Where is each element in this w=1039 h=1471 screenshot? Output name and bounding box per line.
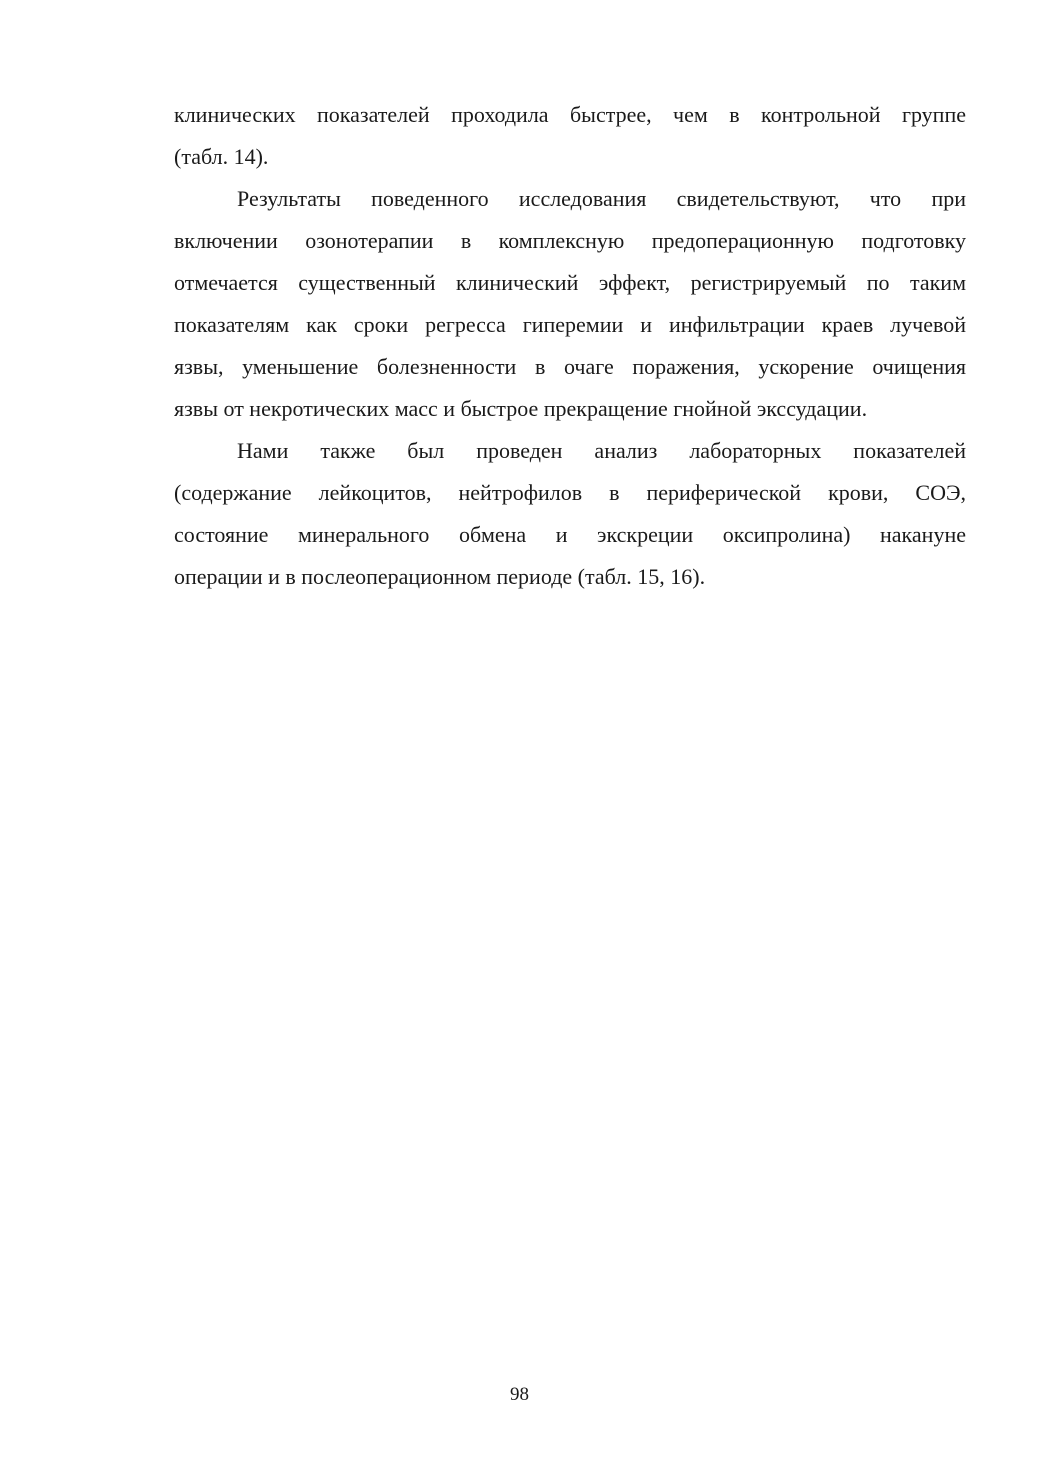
text-line: включении озонотерапии в комплексную предоперационную подготовку bbox=[174, 228, 966, 253]
text-line: (содержание лейкоцитов, нейтрофилов в периферической крови, СОЭ, bbox=[174, 480, 966, 505]
text-line: язвы от некротических масс и быстрое прекращение гнойной экссудации. bbox=[174, 396, 868, 421]
text-line: состояние минерального обмена и экскреции оксипролина) накануне bbox=[174, 522, 966, 547]
text-line: Результаты поведенного исследования свидетельствуют, что при bbox=[237, 186, 966, 211]
paragraph-1 bbox=[174, 94, 966, 178]
text-line: (табл. 14). bbox=[174, 144, 269, 169]
body-text bbox=[174, 94, 966, 598]
text-line: показателям как сроки регресса гиперемии и инфильтрации краев лучевой bbox=[174, 312, 966, 337]
paragraph-3 bbox=[174, 430, 966, 598]
text-line: Нами также был проведен анализ лабораторных показателей bbox=[237, 438, 966, 463]
page-number: 98 bbox=[510, 1384, 529, 1405]
text-line: операции и в послеоперационном периоде (табл. 15, 16). bbox=[174, 564, 706, 589]
text-line: язвы, уменьшение болезненности в очаге поражения, ускорение очищения bbox=[174, 354, 966, 379]
paragraph-2 bbox=[174, 178, 966, 430]
text-line: клинических показателей проходила быстрее, чем в контрольной группе bbox=[174, 102, 966, 127]
text-line: отмечается существенный клинический эффект, регистрируемый по таким bbox=[174, 270, 966, 295]
